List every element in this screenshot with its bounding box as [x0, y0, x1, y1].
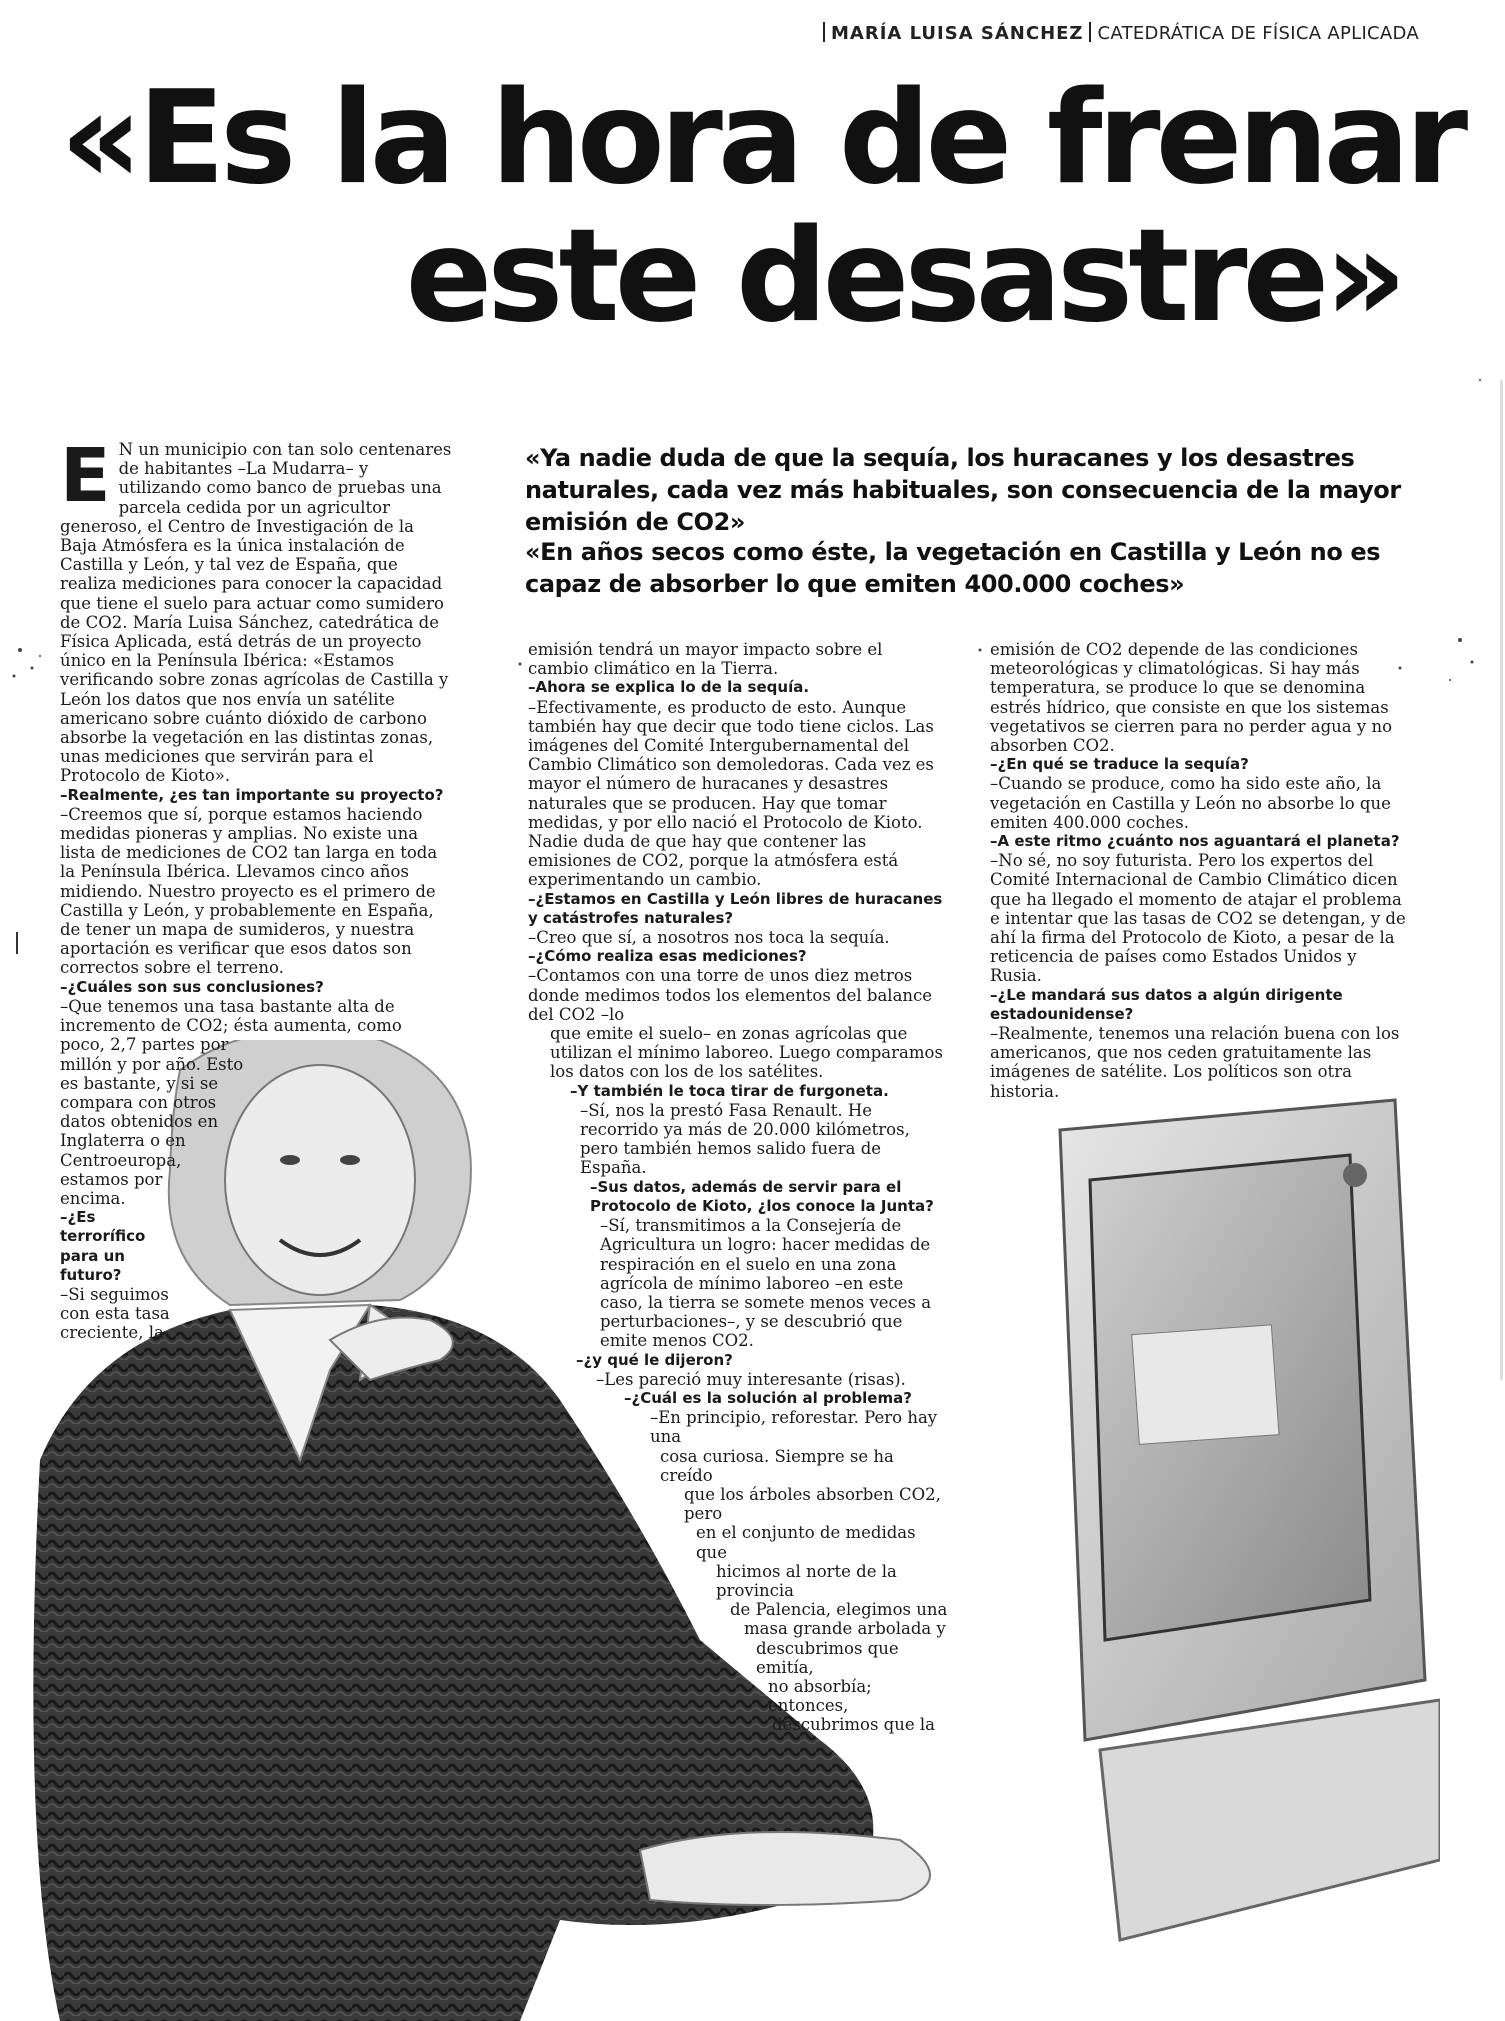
answer: –Realmente, tenemos una relación buena con los americanos, que nos ceden gratuitamente las imágenes de satélite. Los políticos son otra historia. — [990, 1024, 1400, 1101]
intro-paragraph: E N un municipio con tan solo centenares de habitantes –La Mudarra– y utilizando como banco de pruebas una parcela cedida por un agricultor generoso, el Centro de Investigación de la Baja Atmósfera es la única instalación de Castilla y León, y tal vez de España, que realiza mediciones para conocer la capacidad que tiene el suelo para actuar como sumidero de CO2. María Luisa Sánchez, catedrática de Física Aplicada, está detrás de un proyecto único en la Península Ibérica: «Estamos verificando sobre zonas agrícolas de Castilla y León los datos que nos envía un satélite americano sobre cuánto dióxido de carbono absorbe la vegetación en las distintas zonas, unas mediciones que servirán para el Protocolo de Kioto». — [60, 433, 452, 786]
answer: que emite el suelo– en zonas agrícolas que utilizan el mínimo laboreo. Luego comparamos los datos con los de los satélites. — [550, 1024, 943, 1082]
question: –Y también le toca tirar de furgoneta. — [570, 1081, 889, 1100]
answer: –Sí, nos la prestó Fasa Renault. He recorrido ya más de 20.000 kilómetros, pero también hemos salido fuera de España. — [580, 1100, 910, 1178]
answer: –Les pareció muy interesante (risas). — [596, 1369, 906, 1389]
interviewee-name: MARÍA LUISA SÁNCHEZ — [831, 23, 1084, 44]
question: –¿Estamos en Castilla y León libres de huracanes y catástrofes naturales? — [528, 889, 943, 927]
pullquote-2: «En años secos como éste, la vegetación en Castilla y León no es capaz de absorber lo que emiten 400.000 coches» — [525, 538, 1381, 598]
answer: emisión de CO2 depende de las condiciones meteorológicas y climatológicas. Si hay más temperatura, se produce lo que se denomina estrés hídrico, que consiste en que los sistemas vegetativos se cierren para no perder agua y no absorben CO2. — [990, 640, 1393, 756]
question-narrow: –¿Es terrorífico para un futuro? — [60, 1208, 146, 1284]
question: –A este ritmo ¿cuánto nos aguantará el planeta? — [990, 832, 1400, 851]
answer-narrow: –Si seguimos con esta tasa creciente, la — [60, 1284, 170, 1343]
answer: emisión tendrá un mayor impacto sobre el cambio climático en la Tierra. — [528, 640, 883, 679]
answer: –Creemos que sí, porque estamos haciendo medidas pioneras y amplias. No existe una lista de mediciones de CO2 tan larga en toda la Península Ibérica. Llevamos cinco años midiendo. Nuestro proyecto es el primero de Castilla y León, y probablemente en España, de tener un mapa de sumideros, y nuestra aportación es verificar que esos datos son correctos sobre el terreno. — [60, 804, 438, 978]
headline-line-2: este desastre» — [405, 202, 1402, 351]
drop-cap: E — [60, 433, 111, 519]
answer: –Creo que sí, a nosotros nos toca la sequía. — [528, 928, 890, 948]
answer-narrow: poco, 2,7 partes por millón y por año. Esto es bastante, y si se compara con otros datos obtenidos en Inglaterra o en Centroeuropa, estamos por encima. — [60, 1035, 244, 1208]
question: –Sus datos, además de servir para el Protocolo de Kioto, ¿los conoce la Junta? — [590, 1177, 934, 1215]
question: –¿Cuáles son sus conclusiones? — [60, 977, 324, 996]
question: –Ahora se explica lo de la sequía. — [528, 678, 810, 697]
question: –¿Le mandará sus datos a algún dirigente estadounidense? — [990, 985, 1343, 1023]
question: –¿Cómo realiza esas mediciones? — [528, 947, 807, 966]
answer-tapered: –En principio, reforestar. Pero hay una cosa curiosa. Siempre se ha creído que los árboles absorben CO2, pero en el conjunto de medidas que hicimos al norte de la provincia de Palencia, elegimos una masa grande arbolada y descubrimos que emitía, no absorbía; entonces, descubrimos que la — [650, 1408, 948, 1735]
pullquote-1: «Ya nadie duda de que la sequía, los huracanes y los desastres naturales, cada vez más habituales, son consecuencia de la mayor emisión de CO2» — [525, 444, 1401, 536]
answer: –Que tenemos una tasa bastante alta de incremento de CO2; ésta aumenta, como — [60, 996, 402, 1036]
answer: –No sé, no soy futurista. Pero los expertos del Comité Internacional de Cambio Climático dicen que ha llegado el momento de atajar el problema e intentar que las tasas de CO2 se detengan, y de ahí la firma del Protocolo de Kioto, a pesar de la reticencia de países como Estados Unidos y Rusia. — [990, 851, 1406, 986]
headline-line-1: «Es la hora de frenar — [60, 64, 1464, 213]
question: –Realmente, ¿es tan importante su proyecto? — [60, 785, 444, 804]
question: –¿En qué se traduce la sequía? — [990, 755, 1249, 774]
answer: –Cuando se produce, como ha sido este año, la vegetación en Castilla y León no absorbe lo que emiten 400.000 coches. — [990, 774, 1391, 832]
interviewee-role: CATEDRÁTICA DE FÍSICA APLICADA — [1097, 23, 1419, 44]
answer: –Sí, transmitimos a la Consejería de Agricultura un logro: hacer medidas de respiración en el suelo en una zona agrícola de mínimo laboreo –en este caso, la tierra se somete menos veces a perturbaciones–, y se descubrió que emite menos CO2. — [600, 1216, 932, 1351]
answer: –Efectivamente, es producto de esto. Aunque también hay que decir que todo tiene ciclos. Las imágenes del Comité Intergubernamental del Cambio Climático son demoledoras. Cada vez es mayor el número de huracanes y desastres naturales que se producen. Hay que tomar medidas, y por ello nació el Protocolo de Kioto. Nadie duda de que hay que contener las emisiones de CO2, porque la atmósfera está experimentando un cambio. — [528, 697, 934, 890]
question: –¿y qué le dijeron? — [576, 1350, 733, 1369]
question: –¿Cuál es la solución al problema? — [624, 1388, 912, 1407]
answer: –Contamos con una torre de unos diez metros donde medimos todos los elementos del balance del CO2 –lo — [528, 966, 933, 1024]
